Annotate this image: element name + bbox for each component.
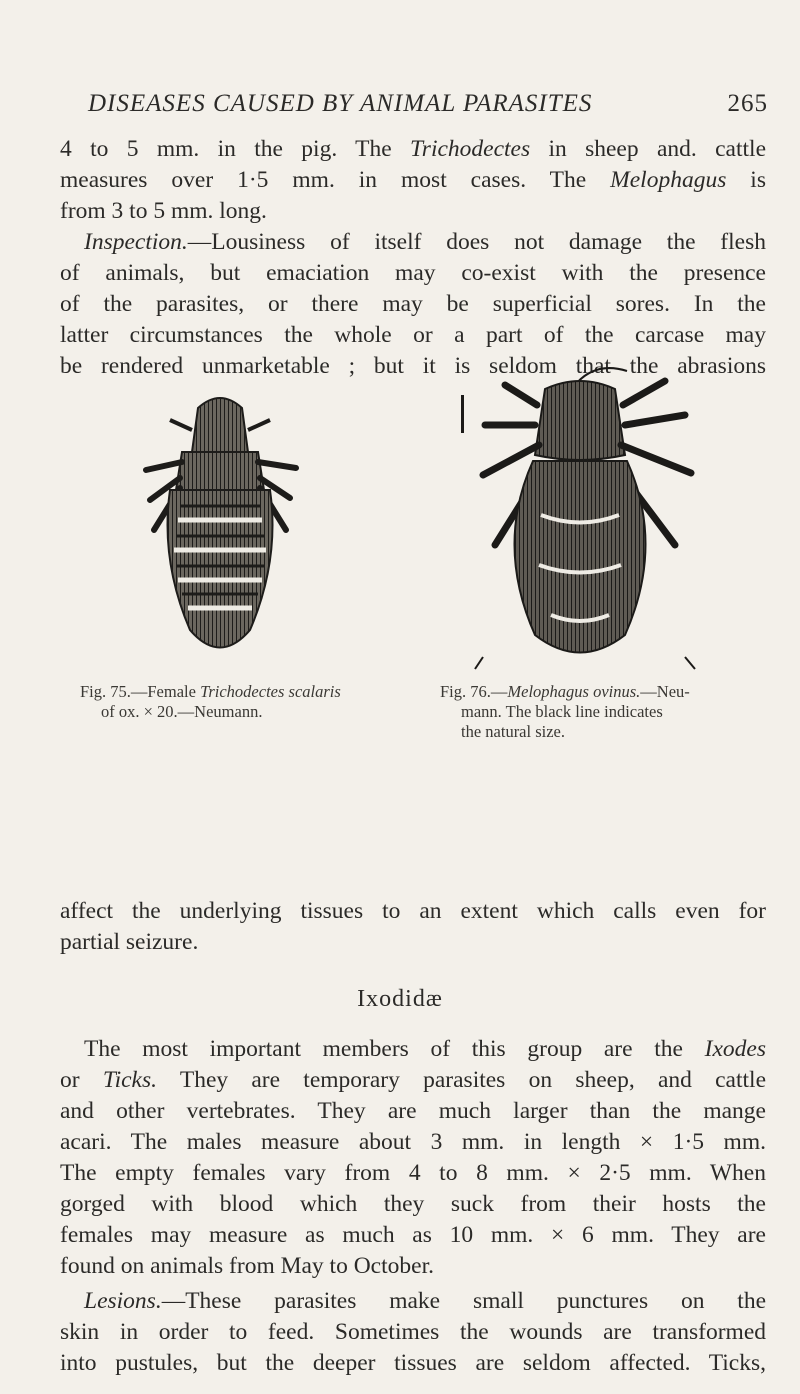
paragraph-inspection <box>60 227 766 382</box>
text-line: Inspection.—Lousiness of itself does not damage the flesh <box>84 229 766 255</box>
lesions-heading: Lesions. <box>84 1288 162 1314</box>
text-line: The most important members of this group are the Ixodes <box>84 1036 766 1062</box>
text-line: partial seizure. <box>60 929 199 955</box>
text-line: acari. The males measure about 3 mm. in length × 1·5 mm. <box>60 1129 766 1155</box>
figure-76-caption: Fig. 76.—Melophagus ovinus.—Neu- mann. The black line indicates the natural size. <box>440 682 690 741</box>
paragraph-intro <box>60 134 766 227</box>
section-heading-ixodidae: Ixodidæ <box>357 986 443 1012</box>
text-line: of the parasites, or there may be superficial sores. In the <box>60 291 766 317</box>
text-line: females may measure as much as 10 mm. × 6 mm. They are <box>60 1222 766 1248</box>
text-line: and other vertebrates. They are much larger than the mange <box>60 1098 766 1124</box>
text-line: 4 to 5 mm. in the pig. The Trichodectes in sheep and. cattle <box>60 136 766 162</box>
text-line: into pustules, but the deeper tissues are seldom affected. Ticks, <box>60 1350 766 1376</box>
text-line: affect the underlying tissues to an extent which calls even for <box>60 898 766 924</box>
text-line: found on animals from May to October. <box>60 1253 434 1279</box>
melophagus-drawing <box>455 365 715 675</box>
paragraph-ixodidae <box>60 1034 766 1282</box>
text-line: measures over 1·5 mm. in most cases. The Melophagus is <box>60 167 766 193</box>
text-line: The empty females vary from 4 to 8 mm. × 2·5 mm. When <box>60 1160 766 1186</box>
text-line: be rendered unmarketable ; but it is seldom that the abrasions <box>60 353 766 379</box>
natural-size-scale-line <box>461 395 464 433</box>
paragraph-seizure <box>60 896 766 958</box>
running-header <box>88 84 768 124</box>
text-line: from 3 to 5 mm. long. <box>60 198 267 224</box>
figure-75-louse-illustration <box>140 390 300 670</box>
figure-75-caption: Fig. 75.—Female Trichodectes scalaris of ox. × 20.—Neumann. <box>80 682 341 721</box>
inspection-heading: Inspection. <box>84 229 188 255</box>
running-title: DISEASES CAUSED BY ANIMAL PARASITES <box>88 90 593 117</box>
text-line: or Ticks. They are temporary parasites on sheep, and cattle <box>60 1067 766 1093</box>
figure-76-melophagus-illustration <box>455 365 715 675</box>
paragraph-lesions <box>60 1286 766 1379</box>
text-line: gorged with blood which they suck from their hosts the <box>60 1191 766 1217</box>
louse-drawing <box>140 390 300 670</box>
text-line: latter circumstances the whole or a part of the carcase may <box>60 322 766 348</box>
text-line: of animals, but emaciation may co-exist with the presence <box>60 260 766 286</box>
page-number: 265 <box>727 90 768 117</box>
text-line: skin in order to feed. Sometimes the wounds are transformed <box>60 1319 766 1345</box>
text-line: Lesions.—These parasites make small punctures on the <box>84 1288 766 1314</box>
